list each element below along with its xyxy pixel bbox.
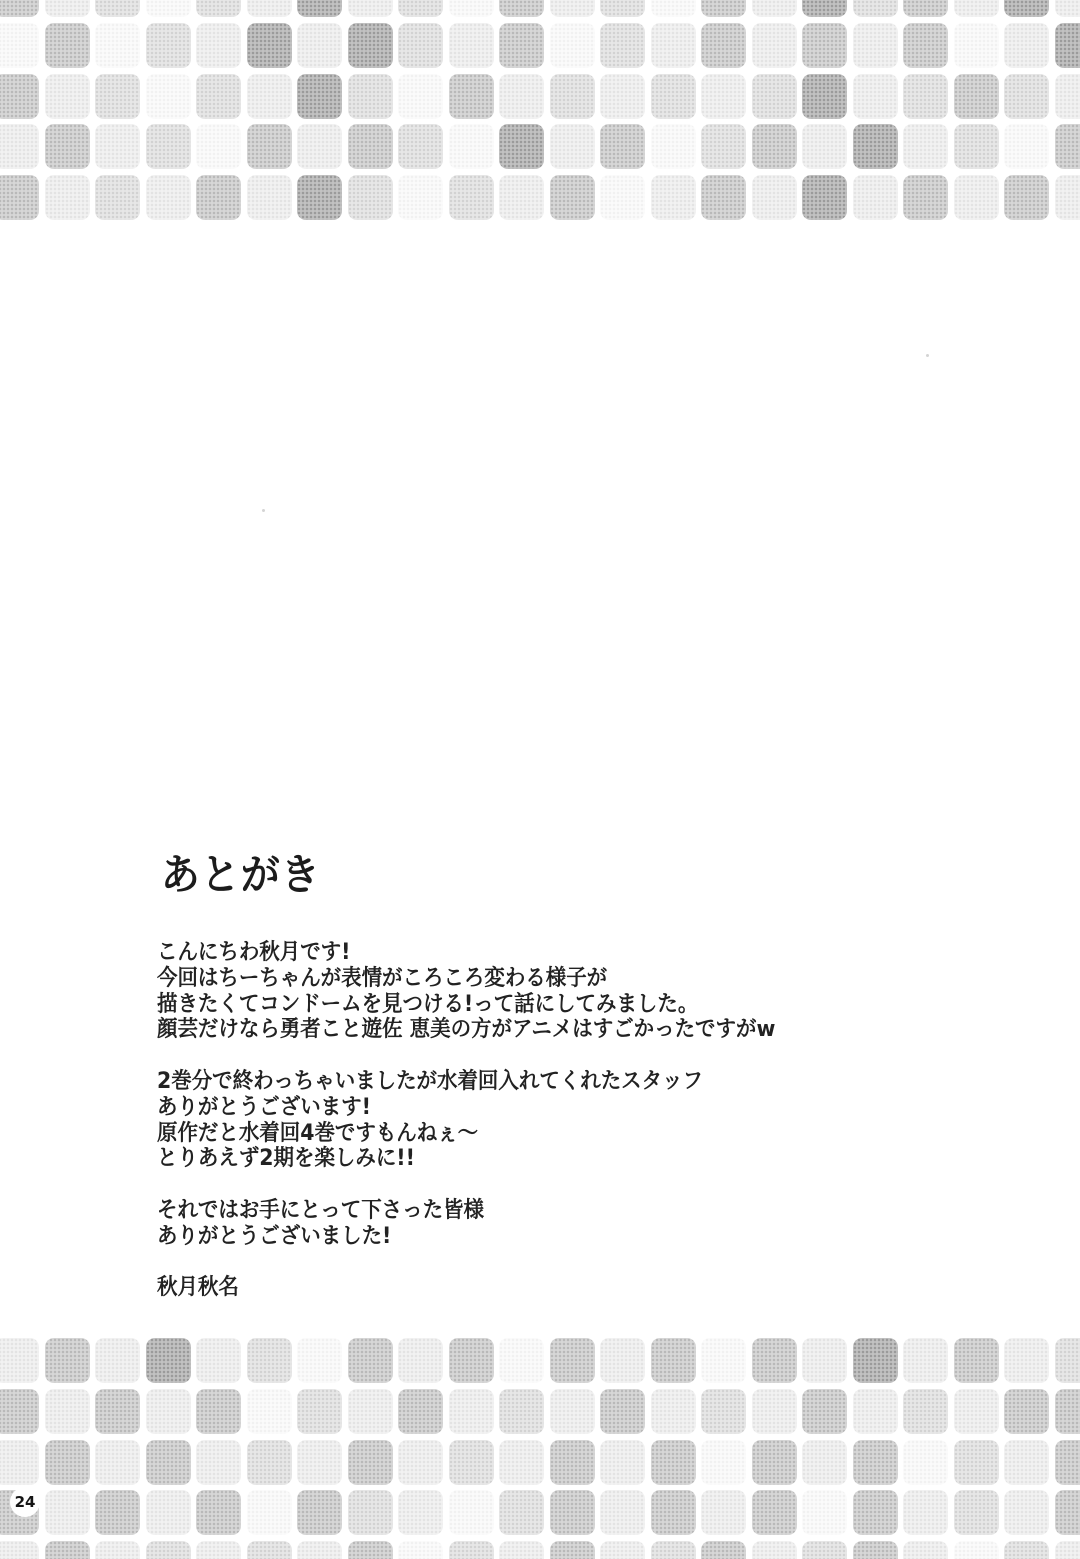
checker-cell [146, 1389, 191, 1434]
checker-cell [600, 1338, 645, 1383]
checker-cell [398, 1389, 443, 1434]
checker-cell [247, 1541, 292, 1559]
page-number: 24 [14, 1493, 36, 1511]
checker-cell [600, 1440, 645, 1485]
checker-cell [1055, 1389, 1080, 1434]
checker-cell [398, 1490, 443, 1535]
checker-cell [1055, 1440, 1080, 1485]
checker-cell [802, 1440, 847, 1485]
checker-cell [954, 1338, 999, 1383]
checker-cell [752, 1490, 797, 1535]
afterword-line: 描きたくてコンドームを見つける!って話にしてみました。 [157, 991, 699, 1017]
checker-cell [550, 1490, 595, 1535]
checker-cell [45, 1389, 90, 1434]
checker-cell [853, 1338, 898, 1383]
checker-cell [196, 1389, 241, 1434]
checker-cell [752, 1541, 797, 1559]
checker-cell [1055, 1490, 1080, 1535]
checker-cell [853, 1389, 898, 1434]
checker-cell [651, 1389, 696, 1434]
checker-cell [600, 1490, 645, 1535]
checker-cell [853, 1490, 898, 1535]
checker-cell [45, 1490, 90, 1535]
checker-cell [701, 1541, 746, 1559]
checker-cell [297, 1541, 342, 1559]
checker-cell [903, 1440, 948, 1485]
checker-cell [701, 1338, 746, 1383]
checker-cell [802, 1389, 847, 1434]
checker-cell [449, 1389, 494, 1434]
afterword-line: 原作だと水着回4巻ですもんねぇ～ [157, 1120, 479, 1146]
checker-cell [0, 1389, 39, 1434]
checker-cell [701, 1389, 746, 1434]
afterword-paragraph [157, 1198, 975, 1250]
checker-cell [550, 1541, 595, 1559]
afterword-line: 顔芸だけなら勇者こと遊佐 恵美の方がアニメはすごかったですがw [157, 1017, 776, 1043]
checker-cell [146, 1541, 191, 1559]
checker-cell [95, 1389, 140, 1434]
checker-cell [954, 1490, 999, 1535]
afterword-paragraph [157, 940, 975, 1043]
checker-cell [247, 1389, 292, 1434]
checker-cell [499, 1338, 544, 1383]
checker-cell [196, 1541, 241, 1559]
checker-cell [196, 1490, 241, 1535]
checker-cell [903, 1541, 948, 1559]
afterword-line: ありがとうございます! [157, 1094, 371, 1120]
checker-cell [550, 1389, 595, 1434]
afterword-line: 2巻分で終わっちゃいましたが水着回入れてくれたスタッフ [157, 1068, 703, 1094]
checker-cell [449, 1541, 494, 1559]
checker-cell [0, 1541, 39, 1559]
afterword-line: こんにちわ秋月です! [157, 940, 351, 965]
checker-cell [348, 1490, 393, 1535]
afterword-line: とりあえず2期を楽しみに!! [157, 1146, 415, 1172]
checker-cell [398, 1440, 443, 1485]
afterword-title: あとがき [160, 850, 321, 899]
checker-cell [449, 1440, 494, 1485]
checker-cell [95, 1490, 140, 1535]
checker-cell [600, 1389, 645, 1434]
checker-cell [297, 1490, 342, 1535]
checker-cell [499, 1490, 544, 1535]
checker-cell [701, 1490, 746, 1535]
checker-cell [651, 1541, 696, 1559]
checker-cell [398, 1541, 443, 1559]
checker-cell [247, 1338, 292, 1383]
checker-cell [0, 1440, 39, 1485]
checker-cell [802, 1541, 847, 1559]
checker-cell [146, 1490, 191, 1535]
checker-cell [954, 1389, 999, 1434]
checker-cell [600, 1541, 645, 1559]
checker-cell [802, 1338, 847, 1383]
checker-cell [1004, 1338, 1049, 1383]
checker-cell [146, 1338, 191, 1383]
checker-cell [196, 1440, 241, 1485]
checker-cell [449, 1338, 494, 1383]
afterword-line: それではお手にとって下さった皆様 [157, 1197, 484, 1223]
checker-cell [297, 1440, 342, 1485]
author-signature: 秋月秋名 [157, 1275, 239, 1301]
afterword-paragraph [157, 1069, 975, 1172]
checker-cell [95, 1338, 140, 1383]
checker-cell [348, 1389, 393, 1434]
checker-cell [348, 1338, 393, 1383]
checker-cell [1004, 1541, 1049, 1559]
checker-cell [954, 1541, 999, 1559]
checker-cell [348, 1541, 393, 1559]
checker-cell [247, 1440, 292, 1485]
checker-cell [550, 1440, 595, 1485]
checker-cell [196, 1338, 241, 1383]
afterword-section [157, 852, 975, 1301]
scan-speck [262, 509, 265, 512]
checker-cell [45, 1338, 90, 1383]
checker-cell [853, 1440, 898, 1485]
checker-cell [651, 1490, 696, 1535]
checker-cell [297, 1389, 342, 1434]
checker-cell [1004, 1490, 1049, 1535]
checker-cell [903, 1389, 948, 1434]
checker-cell [45, 1541, 90, 1559]
checker-cell [348, 1440, 393, 1485]
checker-cell [1004, 1389, 1049, 1434]
checker-cell [954, 1440, 999, 1485]
checker-cell [752, 1440, 797, 1485]
checker-cell [499, 1440, 544, 1485]
checker-cell [499, 1541, 544, 1559]
afterword-body [157, 940, 975, 1250]
afterword-line: ありがとうございました! [157, 1223, 392, 1249]
checker-cell [398, 1338, 443, 1383]
checker-cell [802, 1490, 847, 1535]
checker-cell [297, 1338, 342, 1383]
checker-cell [651, 1338, 696, 1383]
scan-speck [926, 354, 929, 357]
checker-cell [499, 1389, 544, 1434]
checker-cell [1055, 1338, 1080, 1383]
page-number-badge [10, 1487, 40, 1517]
checker-cell [752, 1389, 797, 1434]
checker-cell [903, 1490, 948, 1535]
checker-cell [247, 1490, 292, 1535]
checker-cell [146, 1440, 191, 1485]
checker-cell [0, 1338, 39, 1383]
checker-cell [903, 1338, 948, 1383]
checker-cell [550, 1338, 595, 1383]
checker-cell [853, 1541, 898, 1559]
checker-cell [1055, 1541, 1080, 1559]
checker-cell [752, 1338, 797, 1383]
checker-cell [449, 1490, 494, 1535]
checker-cell [95, 1440, 140, 1485]
checker-cell [701, 1440, 746, 1485]
checker-cell [1004, 1440, 1049, 1485]
checker-cell [651, 1440, 696, 1485]
afterword-line: 今回はちーちゃんが表情がころころ変わる様子が [157, 965, 608, 991]
checker-cell [45, 1440, 90, 1485]
checker-cell [95, 1541, 140, 1559]
